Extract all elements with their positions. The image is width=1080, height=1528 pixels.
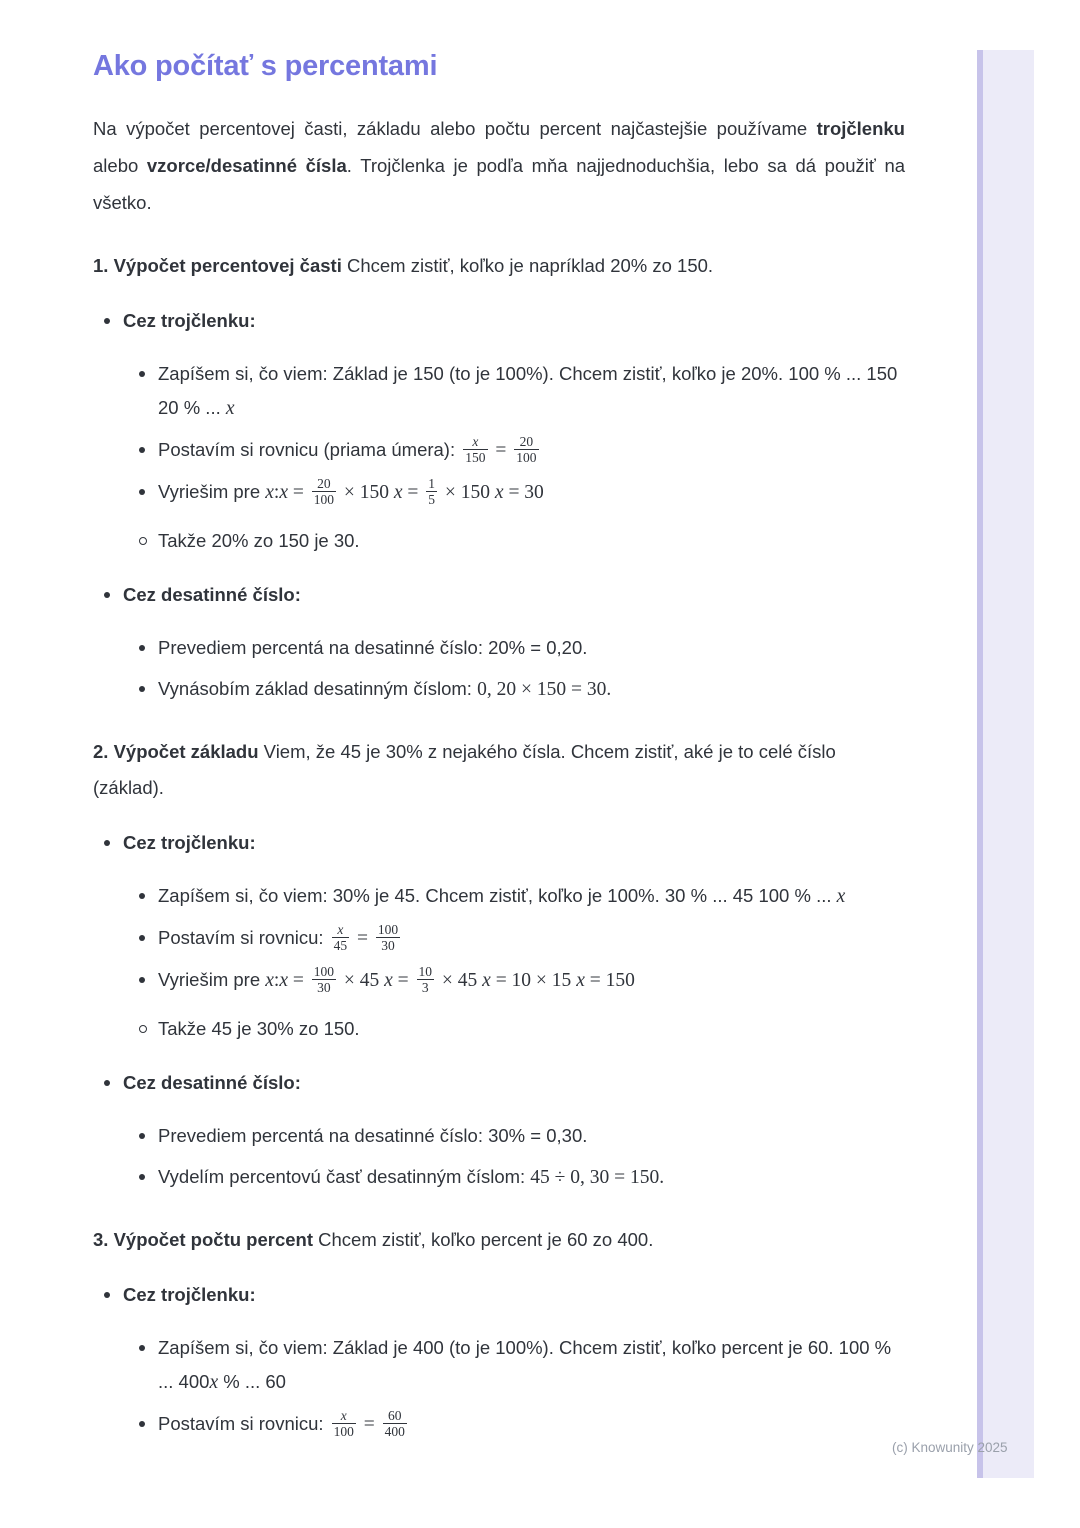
group-label-text: Cez desatinné číslo: (123, 584, 301, 605)
fraction-denominator: 100 (333, 1423, 354, 1439)
math-text: = (358, 1414, 380, 1435)
list-item (93, 1012, 905, 1046)
list-item-text (158, 672, 905, 707)
group-label (123, 578, 905, 612)
math-text: = (490, 440, 512, 461)
group-label-text: Cez trojčlenku: (123, 832, 256, 853)
list-item-text (158, 433, 905, 468)
plain-text: Vyriešim pre (158, 481, 266, 502)
fraction-denominator: 45 (333, 937, 348, 953)
intro-paragraph (93, 110, 905, 221)
fraction-numerator: 20 (519, 433, 534, 449)
bullet-icon (139, 1407, 158, 1442)
bullet-icon (139, 921, 158, 956)
math-text: × 45 (437, 970, 483, 991)
section-heading-bold: 2. Výpočet základu (93, 741, 259, 762)
bullet-icon (139, 433, 158, 468)
math-text: x (265, 970, 274, 991)
group-label-text: Cez trojčlenku: (123, 310, 256, 331)
group-label (123, 304, 905, 338)
math-text: 45 ÷ 0, 30 = 150. (530, 1167, 665, 1188)
bullet-icon (139, 963, 158, 998)
math-text: x (279, 482, 288, 503)
fraction (312, 476, 336, 507)
list-item-text (158, 1160, 905, 1195)
bullet-icon (104, 1066, 123, 1100)
fraction-denominator: 3 (421, 979, 429, 995)
math-text: = (288, 482, 309, 503)
fraction-denominator: 150 (465, 449, 486, 465)
list-item-text (158, 475, 905, 510)
fraction (312, 964, 336, 995)
plain-text: Prevediem percentá na desatinné číslo: 20% = 0,20. (158, 637, 588, 658)
list-item (93, 921, 905, 956)
circle-bullet-icon (139, 1012, 158, 1046)
fraction-denominator: 30 (381, 937, 395, 953)
section-heading-bold: 3. Výpočet počtu percent (93, 1229, 313, 1250)
fraction (332, 922, 350, 953)
math-text: = (288, 970, 309, 991)
bullet-icon (104, 304, 123, 338)
note-section-2 (93, 734, 905, 1195)
section-heading-rest: Chcem zistiť, koľko je napríklad 20% zo 150. (341, 255, 714, 276)
math-text: = (402, 482, 424, 503)
page-title: Ako počítať s percentami (93, 50, 438, 82)
plain-text: alebo (93, 155, 147, 176)
math-text: = 10 × 15 (490, 970, 577, 991)
math-text: × 45 (339, 970, 385, 991)
math-text: × 150 (440, 482, 495, 503)
bullet-icon (104, 1278, 123, 1312)
plain-text: Takže 20% zo 150 je 30. (158, 530, 360, 551)
list-item-text (158, 1331, 905, 1400)
list-item (93, 1407, 905, 1442)
fraction-denominator: 100 (516, 449, 537, 465)
math-text: x (494, 482, 504, 503)
section-heading-rest: Viem, že 45 je 30% z nejakého čísla. Chcem zistiť, aké je to celé číslo (základ). (93, 741, 836, 798)
fraction (376, 922, 400, 953)
plain-text: Zapíšem si, čo viem: 30% je 45. Chcem zistiť, koľko je 100%. 30 % ... 45 100 % ... (158, 885, 837, 906)
group-label (123, 1066, 905, 1100)
list-item-group-label (93, 578, 905, 612)
math-text: = 30 (503, 482, 544, 503)
plain-text: Postavím si rovnicu: (158, 1413, 329, 1434)
bullet-icon (139, 357, 158, 426)
plain-text: % ... 60 (218, 1371, 286, 1392)
plain-text: Vyriešim pre (158, 969, 266, 990)
list-item (93, 672, 905, 707)
list-item (93, 1160, 905, 1195)
plain-text: Vydelím percentovú časť desatinným číslom: (158, 1166, 531, 1187)
fraction-numerator: 60 (388, 1407, 402, 1423)
fraction (332, 1408, 356, 1439)
math-text: = 150 (584, 970, 635, 991)
note-content (93, 0, 905, 1442)
list-item-group-label (93, 1278, 905, 1312)
plain-text: Prevediem percentá na desatinné číslo: 30% = 0,30. (158, 1125, 588, 1146)
math-text: x (836, 886, 846, 907)
list-item (93, 1119, 905, 1153)
list-item-text (158, 631, 905, 665)
fraction-numerator: x (340, 1407, 347, 1423)
bullet-icon (139, 475, 158, 510)
bullet-icon (139, 631, 158, 665)
section-heading (93, 248, 905, 284)
fraction (514, 434, 538, 465)
watermark: (c) Knowunity 2025 (892, 1440, 1008, 1455)
note-section-1 (93, 248, 905, 707)
bullet-icon (139, 1119, 158, 1153)
math-text: x (225, 398, 235, 419)
bullet-icon (104, 578, 123, 612)
list-item-text (158, 1407, 905, 1442)
list-item (93, 879, 905, 914)
right-sidebar-panel (977, 50, 1034, 1478)
list-item-group-label (93, 1066, 905, 1100)
group-label (123, 1278, 905, 1312)
math-text: x (482, 970, 491, 991)
fraction (426, 476, 437, 507)
fraction-numerator: 10 (418, 963, 433, 979)
list-item-text (158, 963, 905, 998)
math-text: x (265, 482, 274, 503)
fraction (463, 434, 487, 465)
fraction-numerator: 100 (377, 921, 399, 937)
sections-container (93, 248, 905, 1442)
circle-bullet-icon (139, 524, 158, 558)
math-text: x (393, 482, 403, 503)
list-item-text (158, 921, 905, 956)
group-label-text: Cez trojčlenku: (123, 1284, 256, 1305)
list-item-text (158, 524, 905, 558)
plain-text: Postavím si rovnicu: (158, 927, 329, 948)
math-text: x (384, 970, 393, 991)
fraction-numerator: 1 (428, 475, 436, 491)
bullet-icon (139, 1160, 158, 1195)
math-text: × 150 (339, 482, 394, 503)
fraction-numerator: x (472, 433, 479, 449)
fraction-numerator: 20 (317, 475, 331, 491)
group-label-text: Cez desatinné číslo: (123, 1072, 301, 1093)
math-text: : (273, 970, 280, 991)
list-item-group-label (93, 826, 905, 860)
list-item (93, 433, 905, 468)
fraction-numerator: x (337, 921, 344, 937)
math-text: = (352, 928, 373, 949)
list-item-text (158, 357, 905, 426)
fraction (383, 1408, 407, 1439)
section-heading (93, 1222, 905, 1258)
section-heading (93, 734, 905, 806)
math-text: = (392, 970, 414, 991)
bullet-icon (139, 672, 158, 707)
math-text: x (209, 1372, 219, 1393)
group-label (123, 826, 905, 860)
list-item-group-label (93, 304, 905, 338)
list-item (93, 524, 905, 558)
fraction-denominator: 5 (428, 491, 436, 507)
plain-text: Vynásobím základ desatinným číslom: (158, 678, 478, 699)
math-text: : (273, 482, 280, 503)
list-item-text (158, 879, 905, 914)
fraction-denominator: 100 (313, 491, 334, 507)
fraction-denominator: 30 (317, 979, 331, 995)
note-section-3 (93, 1222, 905, 1442)
list-item (93, 631, 905, 665)
math-text: 0, 20 × 150 = 30. (477, 679, 612, 700)
section-heading-bold: 1. Výpočet percentovej časti (93, 255, 342, 276)
bullet-icon (139, 1331, 158, 1400)
list-item (93, 357, 905, 426)
list-item-text (158, 1012, 905, 1046)
list-item (93, 475, 905, 510)
list-item-text (158, 1119, 905, 1153)
plain-text: . Trojčlenka je podľa mňa najjednoduchšia, lebo sa dá použiť na všetko. (93, 155, 906, 213)
plain-text: Na výpočet percentovej časti, základu alebo počtu percent najčastejšie používame (93, 118, 817, 139)
plain-text: Takže 45 je 30% zo 150. (158, 1018, 360, 1039)
fraction (417, 964, 435, 995)
list-item (93, 963, 905, 998)
fraction-denominator: 400 (384, 1423, 405, 1439)
fraction-numerator: 100 (313, 963, 334, 979)
plain-text: Zapíšem si, čo viem: Základ je 150 (to je 100%). Chcem zistiť, koľko je 20%. 100 % ... 150 20 % ... (158, 363, 898, 418)
section-heading-rest: Chcem zistiť, koľko percent je 60 zo 400. (313, 1229, 654, 1250)
plain-text: Zapíšem si, čo viem: Základ je 400 (to je 100%). Chcem zistiť, koľko percent je 60. 100 % ... 400 (158, 1337, 892, 1392)
bold-text: vzorce/desatinné čísla (146, 155, 347, 176)
list-item (93, 1331, 905, 1400)
math-text: x (576, 970, 585, 991)
bullet-icon (104, 826, 123, 860)
bold-text: trojčlenku (816, 118, 905, 139)
bullet-icon (139, 879, 158, 914)
math-text: x (279, 970, 288, 991)
plain-text: Postavím si rovnicu (priama úmera): (158, 439, 461, 460)
